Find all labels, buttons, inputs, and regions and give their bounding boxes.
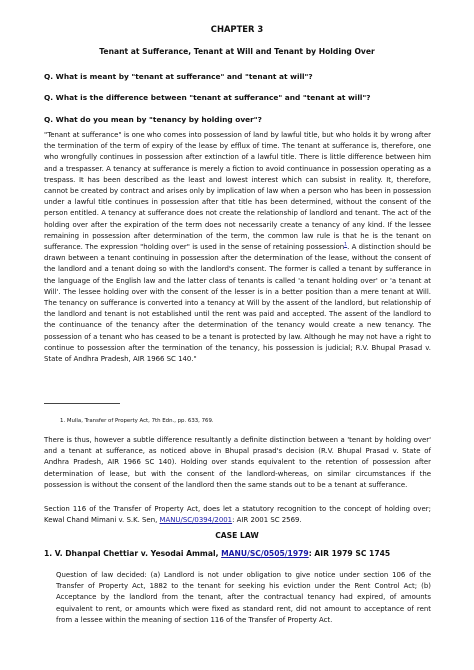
paragraph-sufferance-text-b: . A distinction should be drawn between a tenant continuing in possession after the determination of the lease, without the consent of the landlord and a tenant doing so with the landlord's consent. The former is called a tenant by sufferance in the language of the English law and the latter class of tenants is called 'a tenant holding over' or 'a tenant at Will'. The lessee holding over with the consent of the lesser is in a better position than a mere tenant at Will. The tenancy on sufferance is converted into a tenancy at Will by the assent of the landlord, but relationship of the landlord and tenant is not established until the rent was paid and accepted. The assent of the landlord to the continuance of the tenancy after the determination of the tenancy would create a new tenancy. The possession of a tenant who has ceased to be a tenant is protected by law. Although he may not have a right to continue to possession after the termination of the tenancy, his possession is judicial; R.V. Bhupal Prasad v. State of Andhra Pradesh, AIR 1966 SC 140."	[44, 243, 431, 364]
citation-link-dhanpal[interactable]: MANU/SC/0505/1979	[221, 549, 309, 558]
question-1: Q. What is meant by "tenant at sufferance" and "tenant at will"?	[44, 72, 313, 81]
footnote-ref-1[interactable]: 1	[344, 242, 348, 248]
paragraph-case-1-holding: Question of law decided: (a) Landlord is not under obligation to give notice under section 106 of the Transfer of Property Act, 1882 to the tenant for seeking his eviction under the Rent Control Act; (b) Acceptance by the landlord from the tenant, after the contractual tenancy had expired, of amounts equivalent to rent, or amounts which were fixed as standard rent, did not amount to acceptance of rent from a lessee within the meaning of section 116 of the Transfer of Property Act.	[56, 571, 431, 624]
case-1-name: 1. V. Dhanpal Chettiar v. Yesodai Ammal,	[44, 549, 222, 558]
question-3: Q. What do you mean by "tenancy by holding over"?	[44, 115, 262, 124]
case-1-heading	[44, 549, 390, 558]
paragraph-distinction: There is thus, however a subtle difference resultantly a definite distinction between a 'tenant by holding over' and a tenant at sufferance, as noticed above in Bhupal prasad's decision (R.V. Bhupal Prasad v. State of Andhra Pradesh, AIR 1966 SC 140). Holding over stands equivalent to the retention of possession after determination of lease, but with the consent of the landlord-whereas, on similar circumstances if the possession is without the consent of the landlord then the same stands out to be a tenant at sufferance.	[44, 436, 431, 489]
chapter-heading: CHAPTER 3	[210, 24, 264, 34]
case-1-citation-tail: : AIR 1979 SC 1745	[308, 549, 391, 558]
paragraph-sufferance	[44, 130, 431, 365]
paragraph-sufferance-text-a: "Tenant at sufferance" is one who comes into possession of land by lawful title, but who holds it by wrong after the termination of the term of expiry of the lease by efflux of time. The tenant at sufferance is, therefore, one who wrongfully continues in possession after extinction of a lawful title. There is little difference between him and a trespasser. A tenancy at sufferance is merely a fiction to avoid continuance in possession operating as a trespass. It has been described as the least and lowest interest which can subsist in reality. It, therefore, cannot be created by contract and arises only by implication of law when a person who has been in possession under a lawful title continues in possession after that title has been determined, without the consent of the person entitled. A tenancy at sufferance does not create the relationship of landlord and tenant. The act of the holding over after the expiration of the term does not necessarily create a tenancy of any kind. If the lessee remaining in possession after determination of the term, the common law rule is that he is the tenant on sufferance. The expression "holding over" is used in the sense of retaining possession	[44, 131, 431, 252]
case-law-heading: CASE LAW	[215, 531, 259, 540]
chapter-subtitle: Tenant at Sufferance, Tenant at Will and Tenant by Holding Over	[99, 47, 375, 56]
paragraph-section-116	[44, 504, 431, 526]
footnote-1: 1. Mulla, Transfer of Property Act, 7th Edn., pp. 633, 769.	[60, 418, 214, 424]
section-116-rest: of the Transfer of Property Act, does let a statutory recognition to the concept of holding over; Kewal Chand Mimani v. S.K. Sen,	[44, 505, 431, 525]
section-116-text: Section 116	[44, 505, 87, 513]
citation-link-kewal[interactable]: MANU/SC/0394/2001	[159, 516, 233, 525]
footnote-divider	[44, 403, 120, 404]
question-2: Q. What is the difference between "tenant at sufferance" and "tenant at will"?	[44, 93, 371, 102]
citation-tail-kewal: : AIR 2001 SC 2569.	[232, 516, 302, 525]
